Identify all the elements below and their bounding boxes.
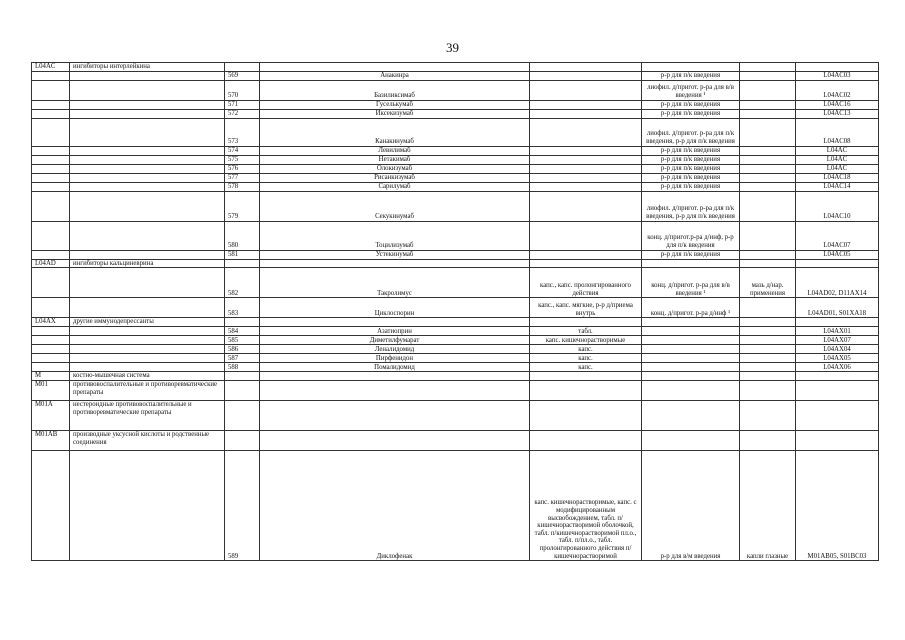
atc-group-code-cell bbox=[32, 164, 70, 173]
group-name-cell bbox=[70, 354, 225, 363]
oral-form-cell bbox=[530, 372, 642, 381]
drug-name-cell: Рисанкизумаб bbox=[260, 173, 530, 182]
other-form-cell bbox=[740, 431, 796, 451]
atc-group-code-cell bbox=[32, 109, 70, 118]
table-row bbox=[32, 268, 879, 298]
drug-name-cell: Канакинумаб bbox=[260, 118, 530, 146]
atc-code-cell bbox=[796, 63, 879, 72]
row-number-cell bbox=[225, 259, 260, 268]
atc-group-code-cell bbox=[32, 363, 70, 372]
parenteral-form-cell bbox=[642, 327, 740, 336]
group-name-cell bbox=[70, 173, 225, 182]
other-form-cell bbox=[740, 354, 796, 363]
row-number-cell bbox=[225, 381, 260, 401]
parenteral-form-cell: р-р для п/к введения bbox=[642, 164, 740, 173]
other-form-cell bbox=[740, 336, 796, 345]
row-number-cell: 572 bbox=[225, 109, 260, 118]
oral-form-cell bbox=[530, 318, 642, 327]
parenteral-form-cell: лиофил. д/пригот. р-ра для п/к введения, р-р для п/к введения bbox=[642, 191, 740, 221]
oral-form-cell: капс. кишечнорастворимые bbox=[530, 336, 642, 345]
table-row bbox=[32, 221, 879, 250]
other-form-cell bbox=[740, 372, 796, 381]
drug-name-cell: Пирфенидон bbox=[260, 354, 530, 363]
table-row bbox=[32, 354, 879, 363]
parenteral-form-cell: конц. д/пригот. р-ра для в/в введения ¹ bbox=[642, 268, 740, 298]
atc-code-cell: L04AC05 bbox=[796, 250, 879, 259]
parenteral-form-cell bbox=[642, 318, 740, 327]
oral-form-cell: капс. bbox=[530, 363, 642, 372]
atc-group-code-cell bbox=[32, 345, 70, 354]
oral-form-cell bbox=[530, 182, 642, 191]
group-name-cell bbox=[70, 327, 225, 336]
other-form-cell bbox=[740, 109, 796, 118]
other-form-cell bbox=[740, 318, 796, 327]
oral-form-cell: капс. bbox=[530, 354, 642, 363]
table-row bbox=[32, 164, 879, 173]
oral-form-cell bbox=[530, 221, 642, 250]
oral-form-cell bbox=[530, 250, 642, 259]
other-form-cell bbox=[740, 80, 796, 100]
row-number-cell: 584 bbox=[225, 327, 260, 336]
oral-form-cell bbox=[530, 431, 642, 451]
table-row bbox=[32, 259, 879, 268]
atc-group-code-cell: L04AD bbox=[32, 259, 70, 268]
parenteral-form-cell: р-р для п/к введения bbox=[642, 100, 740, 109]
row-number-cell: 574 bbox=[225, 146, 260, 155]
drug-name-cell bbox=[260, 259, 530, 268]
atc-code-cell bbox=[796, 259, 879, 268]
group-name-cell bbox=[70, 268, 225, 298]
oral-form-cell bbox=[530, 118, 642, 146]
other-form-cell bbox=[740, 401, 796, 431]
table-row bbox=[32, 327, 879, 336]
drug-name-cell: Олокизумаб bbox=[260, 164, 530, 173]
table-row bbox=[32, 71, 879, 80]
atc-code-cell: L04AD01, S01XA18 bbox=[796, 298, 879, 318]
atc-code-cell: L04AC16 bbox=[796, 100, 879, 109]
other-form-cell bbox=[740, 164, 796, 173]
row-number-cell: 585 bbox=[225, 336, 260, 345]
atc-group-code-cell bbox=[32, 250, 70, 259]
atc-group-code-cell bbox=[32, 451, 70, 561]
group-name-cell bbox=[70, 155, 225, 164]
drug-name-cell bbox=[260, 381, 530, 401]
oral-form-cell bbox=[530, 191, 642, 221]
atc-code-cell: L04AC14 bbox=[796, 182, 879, 191]
group-name-cell bbox=[70, 221, 225, 250]
atc-code-cell bbox=[796, 381, 879, 401]
group-name-cell: противовоспалительные и противоревматические препараты bbox=[70, 381, 225, 401]
group-name-cell bbox=[70, 100, 225, 109]
atc-group-code-cell bbox=[32, 80, 70, 100]
group-name-cell bbox=[70, 250, 225, 259]
group-name-cell bbox=[70, 164, 225, 173]
atc-code-cell: L04AC08 bbox=[796, 118, 879, 146]
table-row bbox=[32, 63, 879, 72]
row-number-cell bbox=[225, 431, 260, 451]
table-row bbox=[32, 336, 879, 345]
other-form-cell bbox=[740, 182, 796, 191]
table-row bbox=[32, 298, 879, 318]
parenteral-form-cell: р-р для п/к введения bbox=[642, 109, 740, 118]
row-number-cell bbox=[225, 401, 260, 431]
atc-group-code-cell bbox=[32, 298, 70, 318]
parenteral-form-cell bbox=[642, 336, 740, 345]
atc-group-code-cell bbox=[32, 327, 70, 336]
atc-group-code-cell bbox=[32, 336, 70, 345]
group-name-cell bbox=[70, 345, 225, 354]
other-form-cell bbox=[740, 146, 796, 155]
atc-group-code-cell: M01A bbox=[32, 401, 70, 431]
oral-form-cell bbox=[530, 381, 642, 401]
group-name-cell: костно-мышечная система bbox=[70, 372, 225, 381]
other-form-cell bbox=[740, 71, 796, 80]
oral-form-cell: табл. bbox=[530, 327, 642, 336]
other-form-cell bbox=[740, 345, 796, 354]
atc-group-code-cell bbox=[32, 354, 70, 363]
drug-name-cell bbox=[260, 318, 530, 327]
other-form-cell bbox=[740, 173, 796, 182]
drug-list-table bbox=[31, 62, 879, 561]
atc-group-code-cell bbox=[32, 268, 70, 298]
atc-code-cell: L04AX04 bbox=[796, 345, 879, 354]
table-row bbox=[32, 431, 879, 451]
drug-name-cell: Устекинумаб bbox=[260, 250, 530, 259]
oral-form-cell bbox=[530, 100, 642, 109]
table-row bbox=[32, 191, 879, 221]
parenteral-form-cell: р-р для в/м введения bbox=[642, 451, 740, 561]
atc-code-cell: L04AX07 bbox=[796, 336, 879, 345]
group-name-cell bbox=[70, 146, 225, 155]
other-form-cell bbox=[740, 250, 796, 259]
atc-group-code-cell bbox=[32, 118, 70, 146]
group-name-cell bbox=[70, 182, 225, 191]
group-name-cell: ингибиторы кальциневрина bbox=[70, 259, 225, 268]
other-form-cell bbox=[740, 221, 796, 250]
group-name-cell bbox=[70, 80, 225, 100]
parenteral-form-cell bbox=[642, 63, 740, 72]
other-form-cell bbox=[740, 381, 796, 401]
parenteral-form-cell: р-р для п/к введения bbox=[642, 146, 740, 155]
atc-group-code-cell bbox=[32, 221, 70, 250]
oral-form-cell: капс., капс. мягкие, р-р д/приема внутрь bbox=[530, 298, 642, 318]
atc-group-code-cell bbox=[32, 173, 70, 182]
oral-form-cell bbox=[530, 109, 642, 118]
group-name-cell bbox=[70, 336, 225, 345]
other-form-cell bbox=[740, 363, 796, 372]
table-row bbox=[32, 381, 879, 401]
drug-name-cell: Циклоспорин bbox=[260, 298, 530, 318]
parenteral-form-cell bbox=[642, 354, 740, 363]
parenteral-form-cell: лиофил. д/пригот. р-ра для п/к введения, р-р для п/к введения bbox=[642, 118, 740, 146]
oral-form-cell bbox=[530, 259, 642, 268]
row-number-cell bbox=[225, 63, 260, 72]
row-number-cell: 578 bbox=[225, 182, 260, 191]
drug-name-cell bbox=[260, 372, 530, 381]
atc-group-code-cell: M01AB bbox=[32, 431, 70, 451]
parenteral-form-cell bbox=[642, 363, 740, 372]
table-row bbox=[32, 80, 879, 100]
drug-name-cell bbox=[260, 401, 530, 431]
oral-form-cell bbox=[530, 71, 642, 80]
table-row bbox=[32, 146, 879, 155]
atc-code-cell: L04AC bbox=[796, 146, 879, 155]
other-form-cell bbox=[740, 100, 796, 109]
table-row bbox=[32, 250, 879, 259]
drug-name-cell: Левилимаб bbox=[260, 146, 530, 155]
group-name-cell bbox=[70, 109, 225, 118]
drug-name-cell: Сарилумаб bbox=[260, 182, 530, 191]
atc-code-cell: L04AC07 bbox=[796, 221, 879, 250]
other-form-cell: капли глазные bbox=[740, 451, 796, 561]
drug-name-cell: Диклофенак bbox=[260, 451, 530, 561]
oral-form-cell bbox=[530, 164, 642, 173]
drug-name-cell: Азатиоприн bbox=[260, 327, 530, 336]
atc-code-cell bbox=[796, 372, 879, 381]
oral-form-cell: капс. кишечнорастворимые, капс. с модифицированным высвобождением, табл. п/кишечнорастворимой оболочкой, табл. п/кишечнорастворимой пл.о., табл. п/пл.о., табл. пролонгированного действия п/кишечнорастворимой bbox=[530, 451, 642, 561]
atc-code-cell bbox=[796, 431, 879, 451]
parenteral-form-cell: р-р для п/к введения bbox=[642, 182, 740, 191]
row-number-cell: 581 bbox=[225, 250, 260, 259]
parenteral-form-cell: конц. д/пригот.р-ра д/инф, р-р для п/к введения bbox=[642, 221, 740, 250]
atc-code-cell: L04AC18 bbox=[796, 173, 879, 182]
atc-code-cell: L04AX05 bbox=[796, 354, 879, 363]
group-name-cell: другие иммунодепрессанты bbox=[70, 318, 225, 327]
table-row bbox=[32, 100, 879, 109]
parenteral-form-cell: р-р для п/к введения bbox=[642, 71, 740, 80]
atc-code-cell bbox=[796, 318, 879, 327]
drug-name-cell bbox=[260, 431, 530, 451]
parenteral-form-cell: р-р для п/к введения bbox=[642, 250, 740, 259]
row-number-cell: 569 bbox=[225, 71, 260, 80]
other-form-cell bbox=[740, 191, 796, 221]
table-row bbox=[32, 451, 879, 561]
parenteral-form-cell bbox=[642, 401, 740, 431]
table-row bbox=[32, 363, 879, 372]
parenteral-form-cell bbox=[642, 259, 740, 268]
row-number-cell: 576 bbox=[225, 164, 260, 173]
oral-form-cell bbox=[530, 63, 642, 72]
oral-form-cell bbox=[530, 401, 642, 431]
row-number-cell: 580 bbox=[225, 221, 260, 250]
atc-code-cell: L04AC bbox=[796, 164, 879, 173]
row-number-cell bbox=[225, 318, 260, 327]
row-number-cell: 577 bbox=[225, 173, 260, 182]
parenteral-form-cell: лиофил. д/пригот. р-ра для в/в введения ¹ bbox=[642, 80, 740, 100]
other-form-cell bbox=[740, 118, 796, 146]
atc-group-code-cell bbox=[32, 155, 70, 164]
other-form-cell bbox=[740, 298, 796, 318]
row-number-cell: 571 bbox=[225, 100, 260, 109]
other-form-cell: мазь д/нар. применения bbox=[740, 268, 796, 298]
row-number-cell: 573 bbox=[225, 118, 260, 146]
group-name-cell bbox=[70, 71, 225, 80]
drug-name-cell: Нетакимаб bbox=[260, 155, 530, 164]
drug-name-cell: Анакинра bbox=[260, 71, 530, 80]
drug-name-cell: Леналидомид bbox=[260, 345, 530, 354]
atc-group-code-cell bbox=[32, 71, 70, 80]
atc-code-cell: L04AX01 bbox=[796, 327, 879, 336]
table-row bbox=[32, 173, 879, 182]
atc-group-code-cell: L04AX bbox=[32, 318, 70, 327]
parenteral-form-cell: конц. д/пригот. р-ра д/инф ¹ bbox=[642, 298, 740, 318]
atc-code-cell: L04AX06 bbox=[796, 363, 879, 372]
group-name-cell: производные уксусной кислоты и родственные соединения bbox=[70, 431, 225, 451]
row-number-cell: 579 bbox=[225, 191, 260, 221]
oral-form-cell bbox=[530, 146, 642, 155]
group-name-cell bbox=[70, 298, 225, 318]
row-number-cell: 586 bbox=[225, 345, 260, 354]
group-name-cell: нестероидные противовоспалительные и противоревматические препараты bbox=[70, 401, 225, 431]
group-name-cell bbox=[70, 191, 225, 221]
table-row bbox=[32, 118, 879, 146]
parenteral-form-cell: р-р для п/к введения bbox=[642, 173, 740, 182]
drug-name-cell: Такролимус bbox=[260, 268, 530, 298]
parenteral-form-cell bbox=[642, 345, 740, 354]
table-row bbox=[32, 155, 879, 164]
atc-group-code-cell bbox=[32, 146, 70, 155]
table-row bbox=[32, 109, 879, 118]
table-row bbox=[32, 401, 879, 431]
atc-group-code-cell: M01 bbox=[32, 381, 70, 401]
other-form-cell bbox=[740, 155, 796, 164]
parenteral-form-cell: р-р для п/к введения bbox=[642, 155, 740, 164]
atc-group-code-cell bbox=[32, 182, 70, 191]
drug-name-cell: Секукинумаб bbox=[260, 191, 530, 221]
table-row bbox=[32, 318, 879, 327]
other-form-cell bbox=[740, 259, 796, 268]
drug-name-cell: Гуселькумаб bbox=[260, 100, 530, 109]
atc-code-cell: L04AC02 bbox=[796, 80, 879, 100]
row-number-cell: 588 bbox=[225, 363, 260, 372]
parenteral-form-cell bbox=[642, 381, 740, 401]
group-name-cell bbox=[70, 451, 225, 561]
atc-group-code-cell: L04AC bbox=[32, 63, 70, 72]
table-row bbox=[32, 372, 879, 381]
drug-name-cell: Базиликсимаб bbox=[260, 80, 530, 100]
drug-name-cell bbox=[260, 63, 530, 72]
row-number-cell: 587 bbox=[225, 354, 260, 363]
oral-form-cell: капс., капс. пролонгированного действия bbox=[530, 268, 642, 298]
table-body bbox=[32, 63, 879, 561]
row-number-cell: 570 bbox=[225, 80, 260, 100]
atc-group-code-cell: M bbox=[32, 372, 70, 381]
table-row bbox=[32, 345, 879, 354]
oral-form-cell bbox=[530, 173, 642, 182]
atc-code-cell: L04AD02, D11AX14 bbox=[796, 268, 879, 298]
row-number-cell: 589 bbox=[225, 451, 260, 561]
parenteral-form-cell bbox=[642, 372, 740, 381]
atc-code-cell: M01AB05, S01BC03 bbox=[796, 451, 879, 561]
group-name-cell bbox=[70, 118, 225, 146]
row-number-cell bbox=[225, 372, 260, 381]
row-number-cell: 583 bbox=[225, 298, 260, 318]
atc-code-cell: L04AC13 bbox=[796, 109, 879, 118]
page-number: 39 bbox=[446, 40, 459, 55]
other-form-cell bbox=[740, 63, 796, 72]
atc-code-cell: L04AC bbox=[796, 155, 879, 164]
row-number-cell: 582 bbox=[225, 268, 260, 298]
row-number-cell: 575 bbox=[225, 155, 260, 164]
oral-form-cell bbox=[530, 155, 642, 164]
drug-name-cell: Иксекизумаб bbox=[260, 109, 530, 118]
table-row bbox=[32, 182, 879, 191]
drug-name-cell: Тоцилизумаб bbox=[260, 221, 530, 250]
drug-name-cell: Помалидомид bbox=[260, 363, 530, 372]
atc-code-cell bbox=[796, 401, 879, 431]
other-form-cell bbox=[740, 327, 796, 336]
oral-form-cell: капс. bbox=[530, 345, 642, 354]
atc-group-code-cell bbox=[32, 191, 70, 221]
atc-code-cell: L04AC10 bbox=[796, 191, 879, 221]
atc-group-code-cell bbox=[32, 100, 70, 109]
group-name-cell: ингибиторы интерлейкина bbox=[70, 63, 225, 72]
group-name-cell bbox=[70, 363, 225, 372]
oral-form-cell bbox=[530, 80, 642, 100]
atc-code-cell: L04AC03 bbox=[796, 71, 879, 80]
drug-name-cell: Диметилфумарат bbox=[260, 336, 530, 345]
parenteral-form-cell bbox=[642, 431, 740, 451]
